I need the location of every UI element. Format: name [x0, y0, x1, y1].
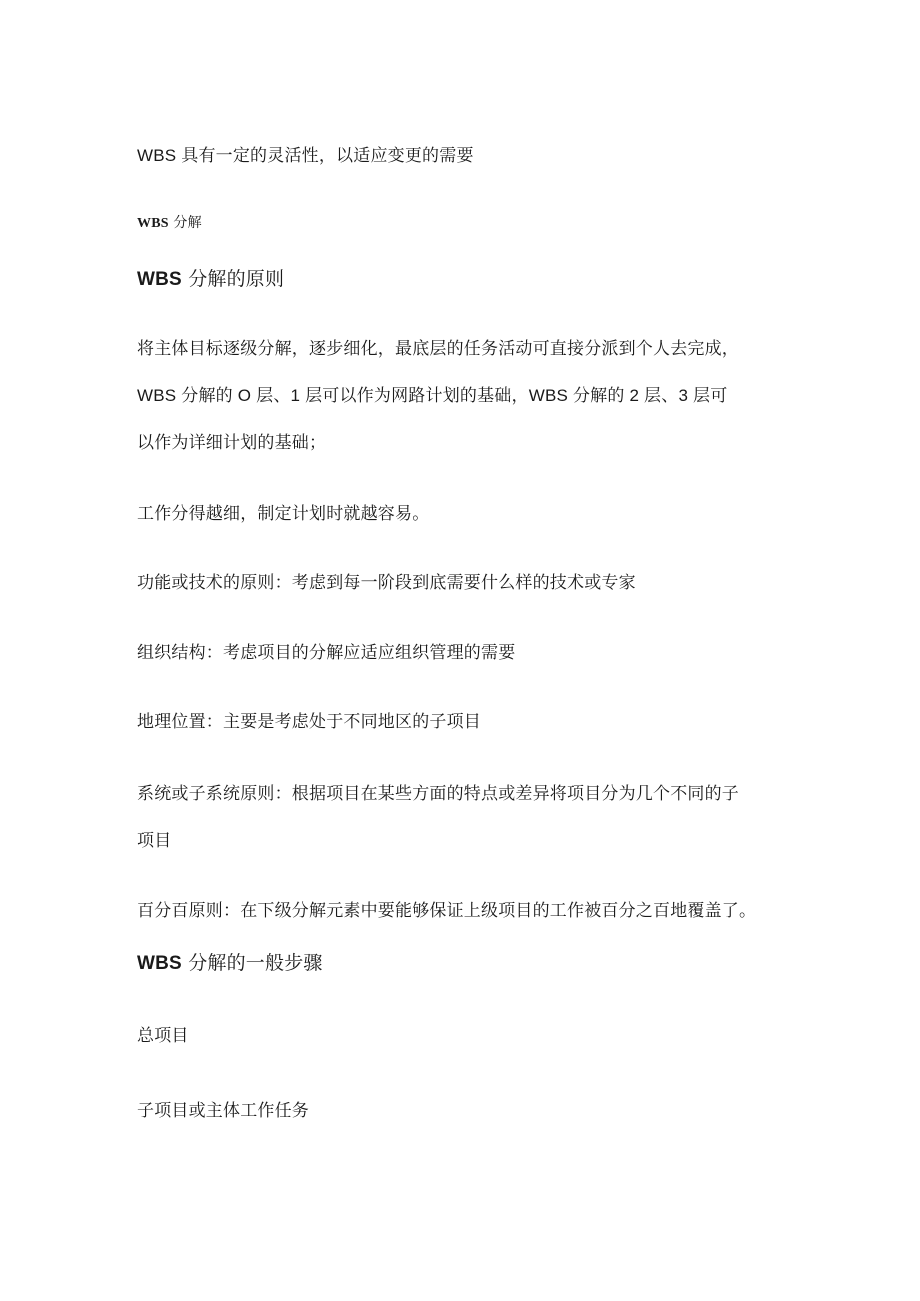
step-2: 子项目或主体工作任务 — [137, 1101, 309, 1121]
step-1: 总项目 — [137, 1026, 189, 1046]
principles-heading-text: 分解的原则 — [188, 268, 285, 290]
intro-text: WBS 具有一定的灵活性，以适应变更的需要 — [137, 146, 474, 165]
section-title — [137, 214, 202, 233]
paragraph-1-line-1: 将主体目标逐级分解，逐步细化，最底层的任务活动可直接分派到个人去完成， — [137, 339, 739, 359]
principle-hundred-percent: 百分百原则：在下级分解元素中要能够保证上级项目的工作被百分之百地覆盖了。 — [137, 901, 757, 921]
principle-organization: 组织结构：考虑项目的分解应适应组织管理的需要 — [137, 643, 516, 663]
steps-heading-latin: WBS — [137, 953, 182, 974]
principles-heading-latin: WBS — [137, 269, 182, 290]
principle-function: 功能或技术的原则：考虑到每一阶段到底需要什么样的技术或专家 — [137, 573, 636, 593]
principle-system-line-2: 项目 — [137, 831, 172, 851]
section-title-text: 分解 — [173, 215, 202, 231]
principle-system-line-1: 系统或子系统原则：根据项目在某些方面的特点或差异将项目分为几个不同的子 — [137, 784, 739, 804]
paragraph-1-line-3: 以作为详细计划的基础； — [137, 433, 327, 453]
paragraph-1-line-2: WBS 分解的 O 层、1 层可以作为网路计划的基础，WBS 分解的 2 层、3 层可 — [137, 386, 728, 405]
principles-heading — [137, 267, 284, 292]
steps-heading-text: 分解的一般步骤 — [188, 952, 323, 974]
principle-geography: 地理位置：主要是考虑处于不同地区的子项目 — [137, 712, 481, 732]
paragraph-2: 工作分得越细，制定计划时就越容易。 — [137, 504, 430, 524]
steps-heading — [137, 951, 323, 976]
section-title-latin: WBS — [137, 216, 169, 231]
